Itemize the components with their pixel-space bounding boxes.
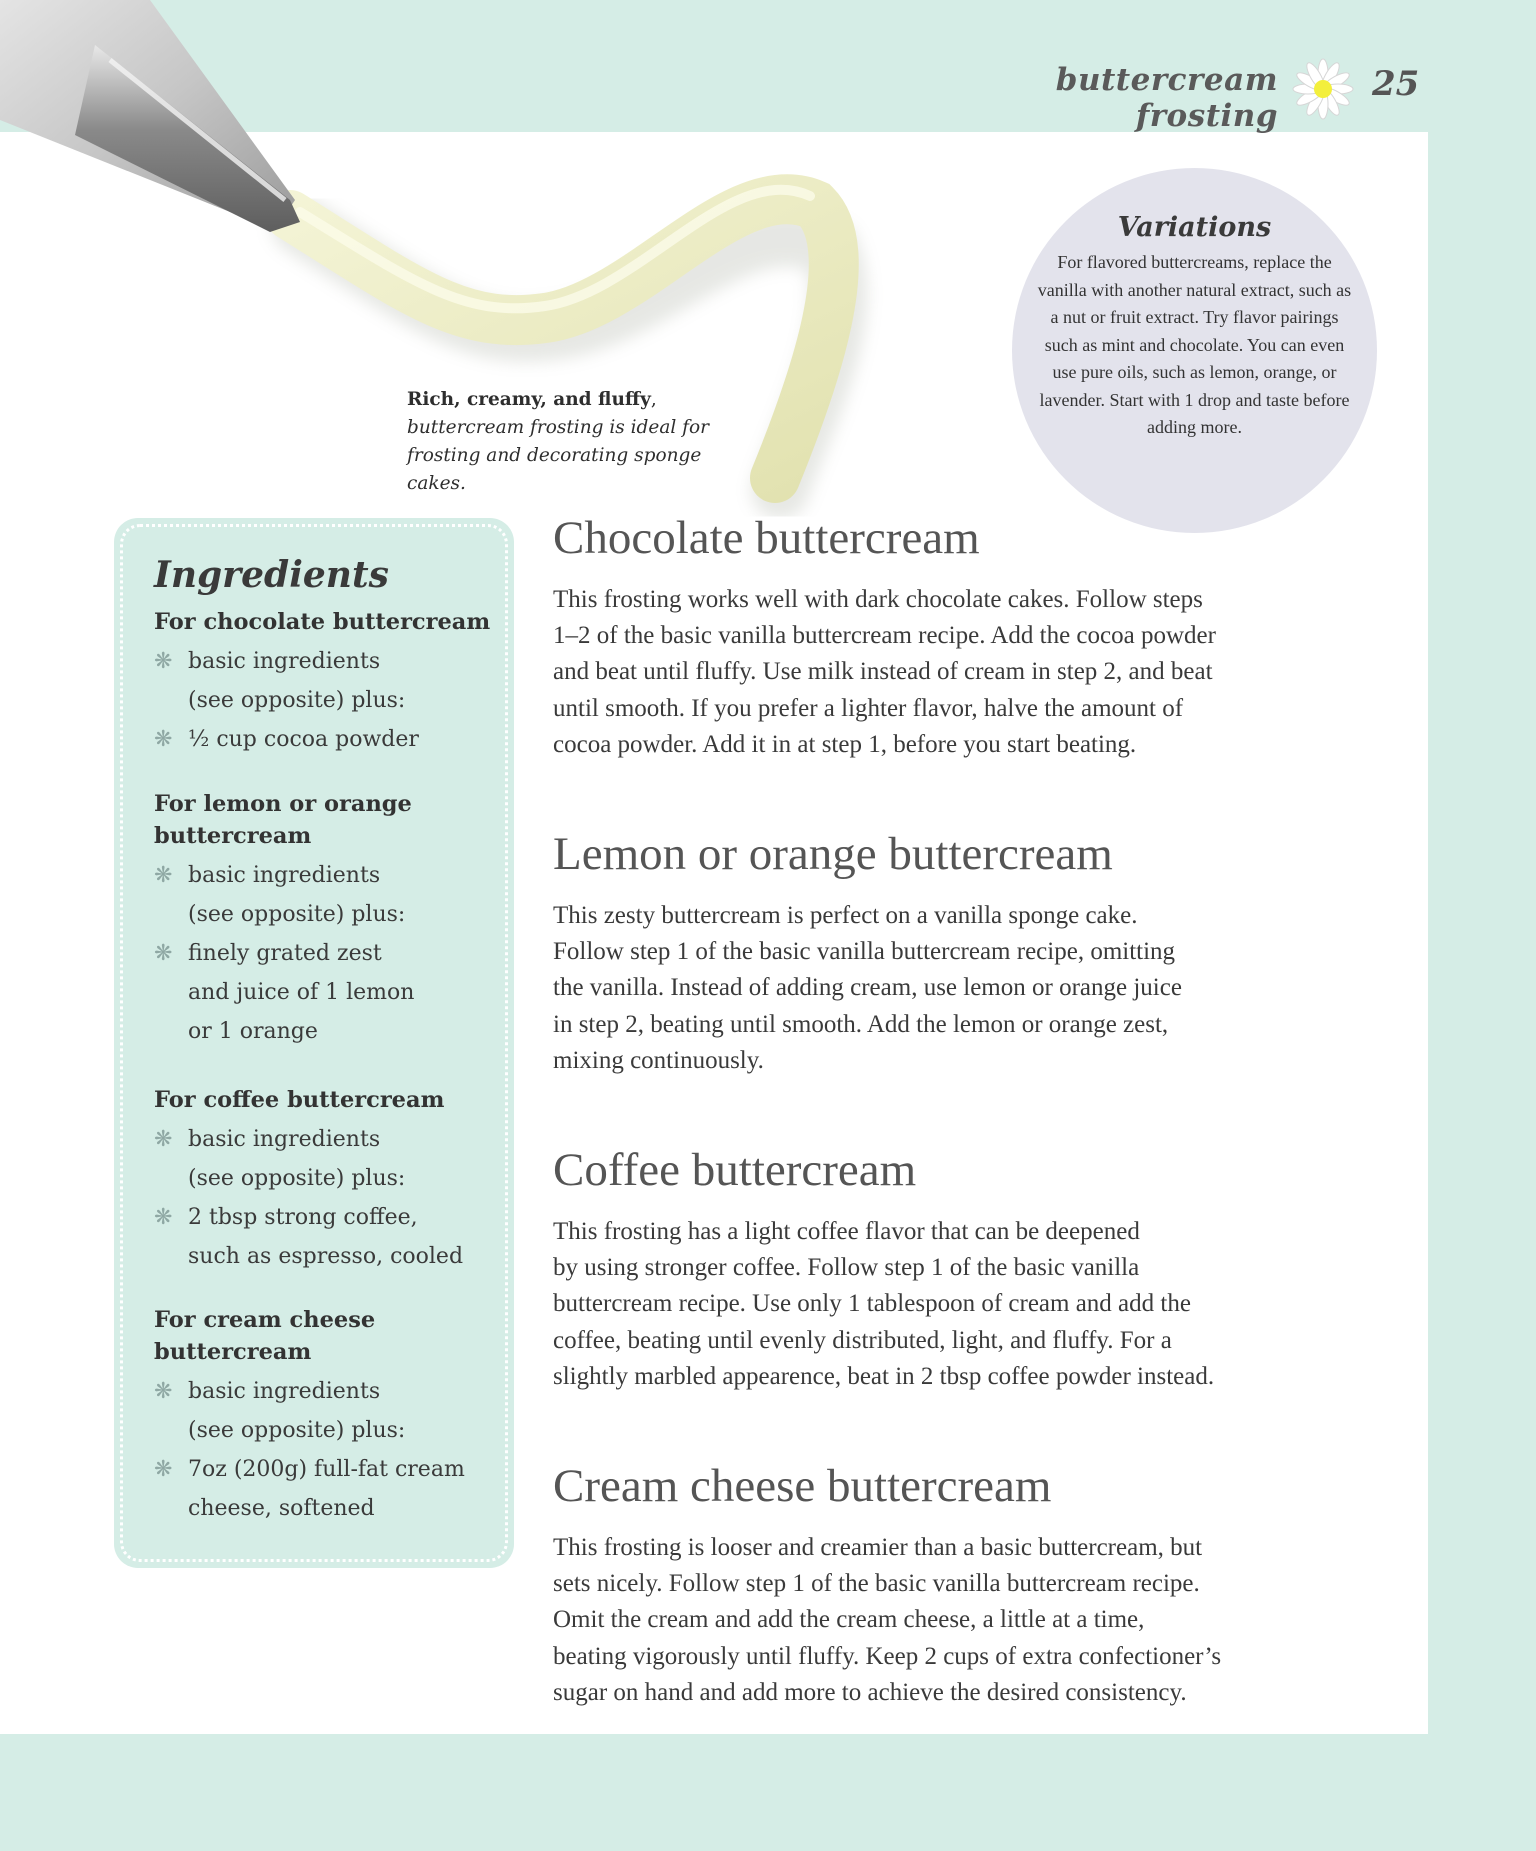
variations-title: Variations [1117,212,1272,243]
asterisk-bullet-icon: ❋ [154,1127,173,1152]
section-heading: Chocolate buttercream [553,512,980,564]
section-cream-cheese [553,1456,1293,1711]
section-body: This zesty buttercream is perfect on a vanilla sponge cake. Follow step 1 of the basic vanilla buttercream recipe, omitting the vanilla. Instead of adding cream, use lemon or orange juice in step 2, beating until smooth. Add the lemon or orange zest, mixing continuously. [553,902,1182,1074]
ingredient-item: ❋ basic ingredients (see opposite) plus: [154,1120,504,1198]
ingredient-group-lemon-orange [154,788,504,1051]
ingredient-group-heading: For coffee buttercream [154,1087,445,1113]
ingredient-item: ❋ basic ingredients (see opposite) plus: [154,856,504,934]
asterisk-bullet-icon: ❋ [154,863,173,888]
caption-lead: Rich, creamy, and fluffy [407,389,651,410]
asterisk-bullet-icon: ❋ [154,1379,173,1404]
ingredient-group-coffee [154,1084,504,1276]
ingredient-group-heading: For chocolate buttercream [154,609,491,635]
ingredient-item: ❋ 2 tbsp strong coffee, such as espresso, cooled [154,1198,504,1276]
ingredient-item: ❋ basic ingredients (see opposite) plus: [154,1372,504,1450]
ingredient-item: ❋ basic ingredients (see opposite) plus: [154,642,504,720]
section-body: This frosting works well with dark chocolate cakes. Follow steps 1–2 of the basic vanilla buttercream recipe. Add the cocoa powder and beat until fluffy. Use milk instead of cream in step 2, and beat until smooth. If you prefer a lighter flavor, halve the amount of cocoa powder. Add it in at step 1, before you start beating. [553,586,1216,758]
ingredients-box [114,518,514,1568]
daisy-icon [1290,56,1356,122]
asterisk-bullet-icon: ❋ [154,941,173,966]
ingredients-title: Ingredients [154,554,389,596]
section-body: This frosting is looser and creamier than a basic buttercream, but sets nicely. Follow step 1 of the basic vanilla buttercream recipe. Omit the cream and add the cream cheese, a little at a time, beating vigorously until fluffy. Keep 2 cups of extra confectioner’s sugar on hand and add more to achieve the desired consistency. [553,1534,1222,1706]
asterisk-bullet-icon: ❋ [154,727,173,752]
variations-callout [1012,168,1377,533]
photo-caption: Rich, creamy, and fluffy, buttercream frosting is ideal for frosting and decorating sponge cakes. [407,389,709,494]
section-lemon-orange [553,824,1293,1079]
ingredient-group-chocolate [154,606,504,759]
asterisk-bullet-icon: ❋ [154,1205,173,1230]
section-heading: Cream cheese buttercream [553,1460,1052,1512]
ingredient-group-heading: For cream cheese buttercream [154,1307,376,1365]
asterisk-bullet-icon: ❋ [154,649,173,674]
variations-text: For flavored buttercreams, replace the vanilla with another natural extract, such as a nut or fruit extract. Try flavor pairings such as mint and chocolate. You can even use pure oils, such as lemon, orange, or lavender. Start with 1 drop and taste before adding more. [1037,252,1352,437]
section-chocolate [553,508,1293,763]
page-number: 25 [1372,64,1420,104]
asterisk-bullet-icon: ❋ [154,1457,173,1482]
section-coffee [553,1140,1293,1395]
ingredient-item: ❋ 7oz (200g) full-fat cream cheese, softened [154,1450,504,1528]
section-heading: Coffee buttercream [553,1144,917,1196]
section-body: This frosting has a light coffee flavor that can be deepened by using stronger coffee. Follow step 1 of the basic vanilla buttercream recipe. Use only 1 tablespoon of cream and add the coffee, beating until evenly distributed, light, and fluffy. For a slightly marbled appearence, beat in 2 tbsp coffee powder instead. [553,1218,1215,1390]
ingredient-group-heading: For lemon or orange buttercream [154,791,412,849]
caption-rest: buttercream frosting is ideal for frosting and decorating sponge cakes. [407,417,709,494]
running-title: buttercream frosting [1055,62,1278,134]
section-heading: Lemon or orange buttercream [553,828,1113,880]
ingredient-item: ❋ finely grated zest and juice of 1 lemon or 1 orange [154,934,504,1051]
ingredient-item: ❋ ½ cup cocoa powder [154,720,504,759]
ingredient-group-cream-cheese [154,1304,504,1528]
